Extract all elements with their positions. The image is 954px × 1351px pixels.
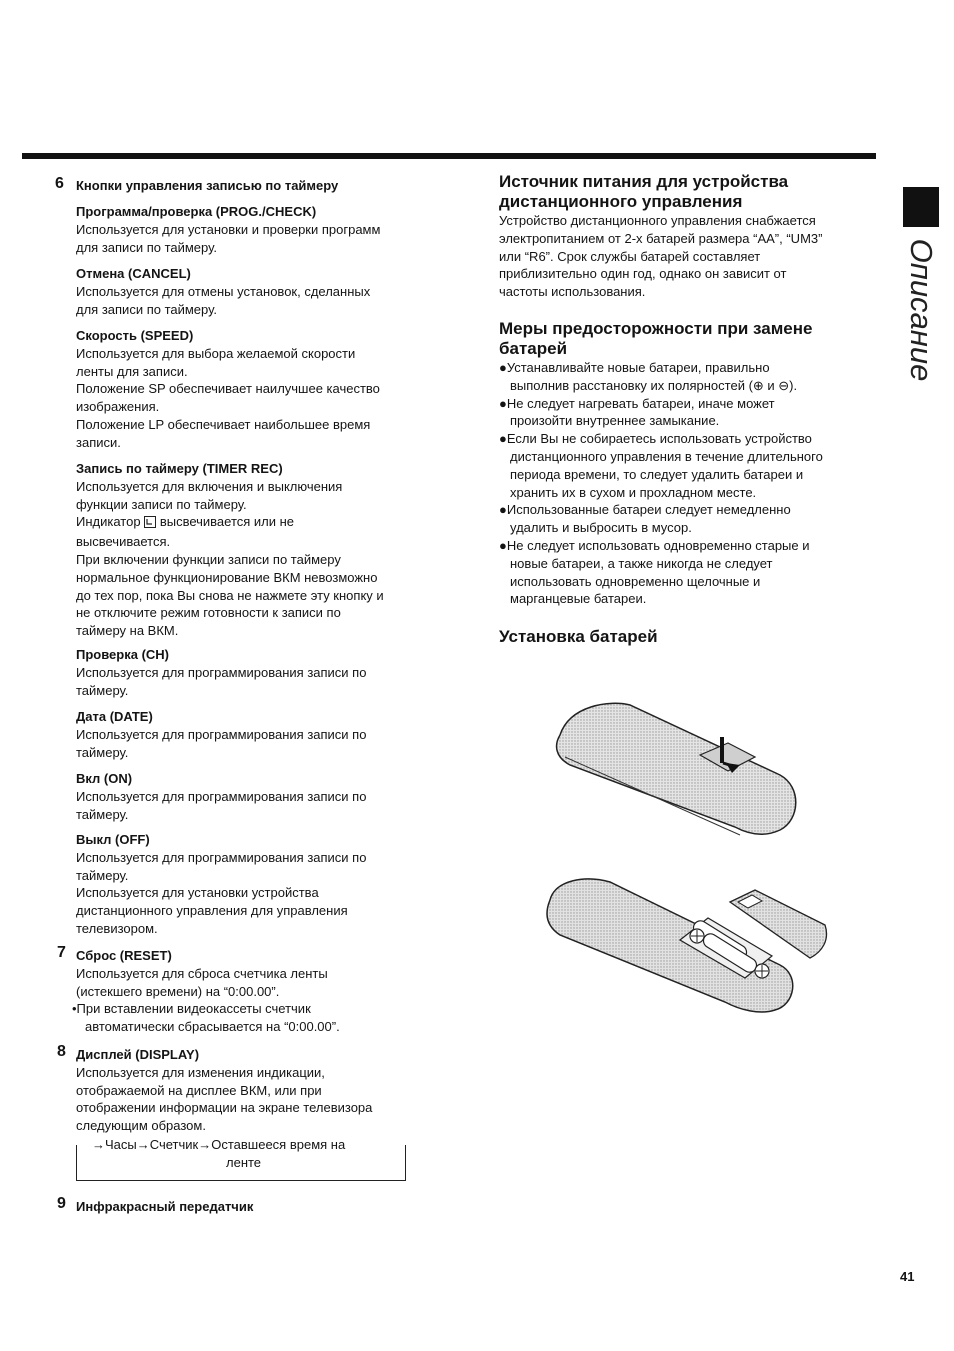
off-block [76,831,436,938]
timer-rec-line: При включении функции записи по таймеру [76,551,341,567]
on-line: Используется для программирования записи по [76,788,367,804]
off-line: дистанционного управления для управления [76,903,348,919]
item-6-section [76,177,436,195]
bullet-line: произойти внутреннее замыкание. [510,413,720,429]
bullet-line: новые батареи, а также никогда не следует [510,555,773,571]
bullet-item [499,359,889,395]
bullet-line: дистанционного управления в течение длительного [510,448,823,464]
power-text-line: приблизительно один год, однако он зависит от [499,266,787,282]
date-line: таймеру. [76,744,129,760]
power-text-line: или “R6”. Срок службы батарей составляет [499,248,761,264]
prog-check-title: Программа/проверка (PROG./CHECK) [76,204,317,219]
remote-control-open-icon [550,695,810,845]
power-text-line: частоты использования. [499,284,646,300]
item-7-line: (истекшего времени) на “0:00.00”. [76,983,280,999]
power-title-line: Источник питания для устройства [499,172,789,191]
bullet-item [499,395,889,431]
timer-rec-line: высвечивается. [76,534,171,550]
on-title: Вкл (ON) [76,771,133,786]
off-line: таймеру. [76,867,129,883]
on-line: таймеру. [76,806,129,822]
cancel-line: для записи по таймеру. [76,301,217,317]
bullet-line: выполнив расстановку их полярностей (⊕ и ⊖). [510,377,798,393]
check-block [76,646,436,699]
date-title: Дата (DATE) [76,709,153,724]
date-line: Используется для программирования записи по [76,726,367,742]
precaution-title-line: батарей [499,339,568,358]
speed-line: Положение LP обеспечивает наибольшее время [76,416,371,432]
speed-line: записи. [76,434,121,450]
bullet-item [499,537,889,608]
speed-title: Скорость (SPEED) [76,328,194,343]
timer-rec-line: функции записи по таймеру. [76,496,247,512]
indicator-after: высвечивается или не [159,514,295,530]
timer-rec-line: до тех пор, пока Вы снова не нажмете эту кнопку и [76,587,384,603]
item-7-bullet-line: •При вставлении видеокассеты счетчик [72,1001,311,1017]
on-block [76,770,436,823]
bullet-line: ●Если Вы не собираетесь использовать устройство [499,431,812,447]
indicator-before: Индикатор [76,514,141,530]
bullet-line: марганцевые батареи. [510,591,647,607]
bullet-line: ●Устанавливайте новые батареи, правильно [499,360,770,375]
off-title: Выкл (OFF) [76,832,150,847]
bullet-line: использовать одновременно щелочные и [510,573,761,589]
item-8-title: Дисплей (DISPLAY) [76,1047,200,1062]
item-8-line: Используется для изменения индикации, [76,1064,325,1080]
item-number-6: 6 [55,175,64,192]
indicator-line [76,513,436,533]
bullet-line: ●Не следует использовать одновременно старые и [499,537,810,553]
item-number-9: 9 [57,1195,66,1212]
speed-line: ленты для записи. [76,363,188,379]
item-9-title: Инфракрасный передатчик [76,1199,254,1214]
timer-rec-line: Используется для включения и выключения [76,478,343,494]
precaution-section [499,319,889,608]
timer-rec-block [76,460,436,640]
item-8-section [76,1046,436,1135]
timer-rec-line: нормальное функционирование ВКМ невозможно [76,569,378,585]
page-number: 41 [900,1269,915,1284]
bullet-line: удалить и выбросить в мусор. [510,520,692,536]
date-block [76,708,436,761]
check-title: Проверка (CH) [76,647,169,662]
display-sequence-diagram [76,1136,406,1181]
bullet-item [499,501,889,537]
side-section-label [899,238,943,381]
timer-rec-line: таймеру на ВКМ. [76,623,179,639]
install-title: Установка батарей [499,627,658,646]
speed-line: Используется для выбора желаемой скорости [76,345,356,361]
bullet-line: ●Использованные батареи следует немедленно [499,502,791,518]
bullet-line: хранить их в сухом и прохладном месте. [510,484,757,500]
item-9-section [76,1198,436,1216]
sequence-line-2: ленте [226,1155,262,1170]
install-section [499,627,889,647]
timer-indicator-icon [144,515,156,533]
speed-block [76,327,436,452]
timer-rec-line: не отключите режим готовности к записи по [76,605,341,621]
power-text-line: электропитанием от 2-х батарей размера “AA”, “UM3” [499,230,823,246]
remote-control-batteries-icon [540,870,830,1015]
timer-rec-title: Запись по таймеру (TIMER REC) [76,461,283,476]
bullet-line: ●Не следует нагревать батареи, иначе может [499,395,775,411]
prog-check-block [76,203,436,256]
speed-line: Положение SP обеспечивает наилучшее качество [76,381,380,397]
item-7-title: Сброс (RESET) [76,948,172,963]
item-7-line: Используется для сброса счетчика ленты [76,965,328,981]
sequence-line-1: →Часы→Счетчик→Оставшееся время на [92,1137,346,1152]
speed-line: изображения. [76,399,160,415]
power-section [499,172,889,301]
check-line: Используется для программирования записи по [76,664,367,680]
power-text-line: Устройство дистанционного управления снабжается [499,213,816,228]
side-section-label-text: Описание [904,238,939,381]
cancel-title: Отмена (CANCEL) [76,266,191,281]
off-line: телевизором. [76,920,158,936]
check-line: таймеру. [76,682,129,698]
item-6-title: Кнопки управления записью по таймеру [76,178,339,193]
top-rule [22,153,876,159]
item-8-line: отображаемой на дисплее ВКМ, или при [76,1082,322,1098]
cancel-block [76,265,436,318]
prog-check-line: для записи по таймеру. [76,239,217,255]
item-8-line: следующим образом. [76,1118,206,1134]
item-number-8: 8 [57,1043,66,1060]
item-8-line: отображении информации на экране телевизора [76,1100,373,1116]
off-line: Используется для программирования записи по [76,849,367,865]
cancel-line: Используется для отмены установок, сделанных [76,283,371,299]
item-number-7: 7 [57,944,66,961]
bullet-line: периода времени, то следует удалить батареи и [510,466,804,482]
off-line: Используется для установки устройства [76,885,319,901]
bullet-item [499,430,889,501]
power-title-line: дистанционного управления [499,192,743,211]
precaution-title-line: Меры предосторожности при замене [499,319,813,338]
prog-check-line: Используется для установки и проверки программ [76,221,381,237]
section-tab-marker [903,187,939,227]
item-7-bullet-line: автоматически сбрасывается на “0:00.00”. [85,1019,340,1035]
item-7-section [72,947,436,1036]
